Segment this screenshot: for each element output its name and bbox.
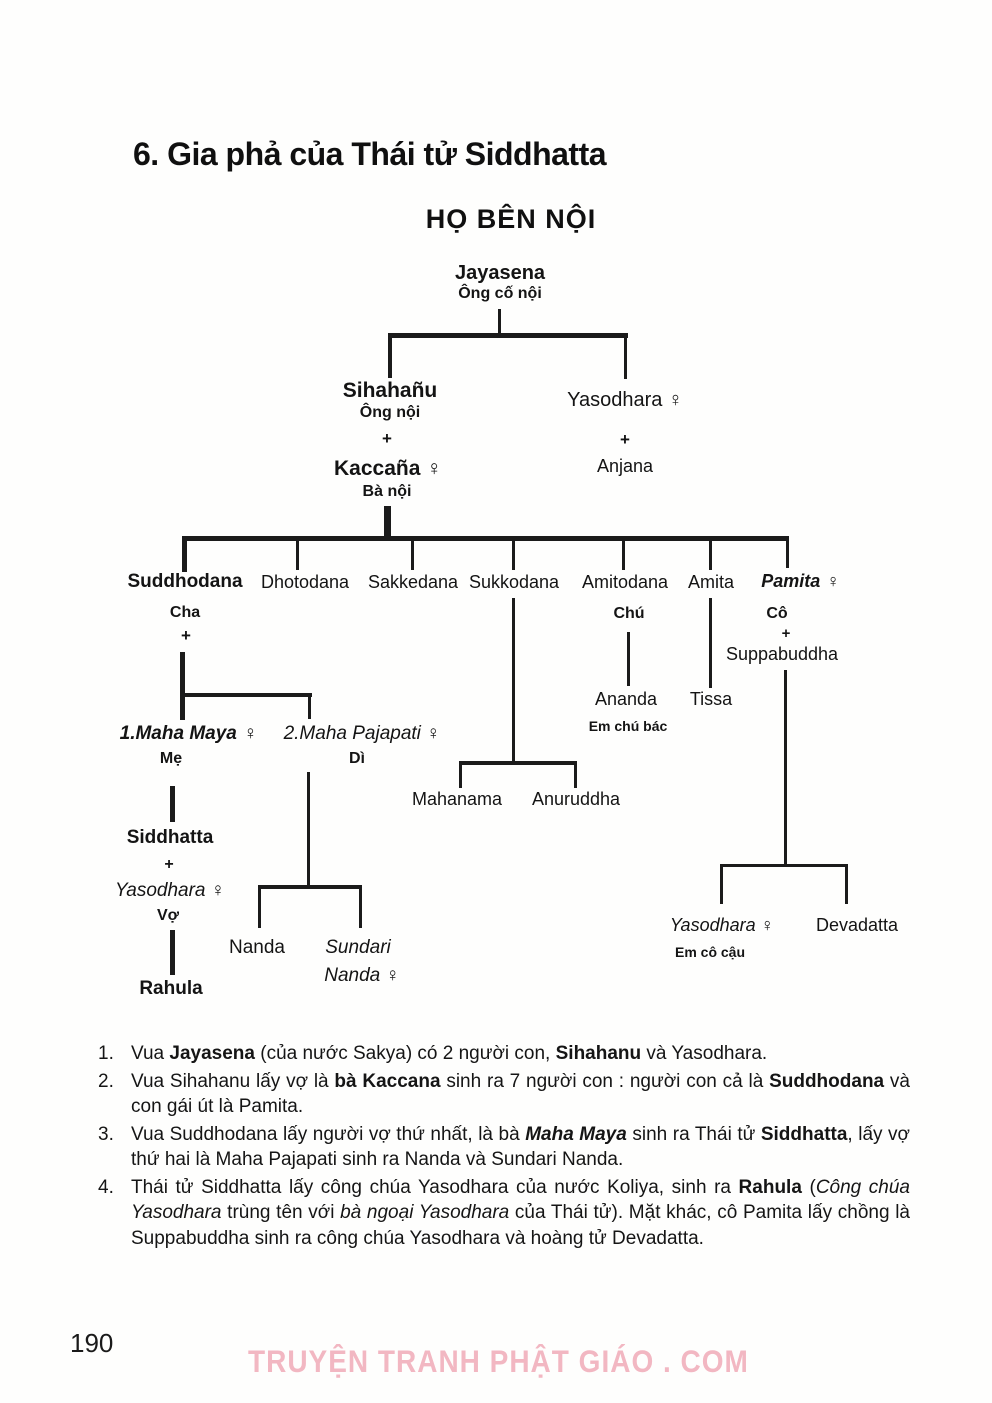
label-jayasena-role: Ông cố nội (458, 285, 542, 302)
connector-anuruddha-drop (574, 761, 577, 788)
note-text: Vua Jayasena (của nước Sakya) có 2 người con, Sihahanu và Yasodhara. (131, 1043, 768, 1064)
connector-maya-to-siddhatta (170, 786, 175, 822)
note-item-3 (98, 1122, 910, 1173)
marriage-plus-suddhodana: + (181, 626, 191, 645)
connector-wives-horizontal (180, 693, 312, 697)
marriage-plus-pamita: + (781, 625, 791, 642)
label-pamita-role: Cô (766, 605, 788, 622)
connector-amita-vertical (709, 598, 712, 688)
connector-devadatta-drop (845, 864, 848, 904)
notes-list (98, 1041, 910, 1253)
connector-amitodana-drop (622, 536, 625, 570)
connector-dhotodana-drop (296, 536, 299, 570)
note-text: Thái tử Siddhatta lấy công chúa Yasodhara của nước Koliya, sinh ra Rahula (Công chúa Yasodhara trùng tên với bà ngoại Yasodhara của Thái tử). Mặt khác, cô Pamita lấy chồng là Suppabuddha sinh ra công chúa Yasodhara và hoàng tử Devadatta. (131, 1176, 911, 1249)
node-sihahanu: Sihahañu (342, 379, 438, 402)
label-maha-pajapati-role: Dì (349, 750, 365, 767)
label-ananda-role: Em chú bác (588, 718, 668, 734)
note-number: 4. (98, 1176, 114, 1198)
node-sundari-nanda-line1: Sundari (325, 937, 391, 958)
note-number: 3. (98, 1123, 114, 1145)
label-kaccana-role: Bà nội (362, 483, 412, 500)
page-title: 6. Gia phả của Thái tử Siddhatta (133, 136, 607, 172)
node-mahanama: Mahanama (411, 789, 503, 809)
marriage-plus-siddhatta: + (164, 856, 174, 873)
connector-gen1-horizontal (388, 333, 628, 338)
note-number: 1. (98, 1043, 114, 1064)
connector-sundari-drop (359, 885, 362, 928)
section-heading-paternal-side: HỌ BÊN NỘI (425, 204, 597, 234)
node-pamita: Pamita ♀ (761, 571, 839, 591)
connector-suddhodana-drop (182, 536, 187, 572)
note-text: Vua Sihahanu lấy vợ là bà Kaccana sinh ra 7 người con : người con cả là Suddhodana và con gái út là Pamita. (131, 1070, 910, 1117)
node-sundari-nanda-line2: Nanda ♀ (324, 965, 400, 986)
node-amitodana: Amitodana (581, 572, 669, 592)
connector-mahanama-drop (459, 761, 462, 788)
connector-nanda-drop (258, 885, 261, 928)
marriage-plus-sihahanu: + (382, 429, 392, 448)
node-dhotodana: Dhotodana (260, 572, 350, 592)
node-rahula: Rahula (139, 978, 203, 999)
connector-kaccana-drop (384, 506, 391, 539)
note-item-1 (98, 1041, 910, 1067)
connector-to-rahula (170, 930, 175, 975)
node-suppabuddha: Suppabuddha (725, 644, 839, 664)
note-item-4 (98, 1175, 910, 1252)
node-kaccana: Kaccaña ♀ (334, 457, 442, 480)
node-maha-maya: 1.Maha Maya ♀ (119, 723, 257, 744)
node-suddhodana: Suddhodana (127, 571, 243, 592)
label-yasodhara-wife-role: Vợ (156, 907, 180, 924)
label-sihahanu-role: Ông nội (359, 404, 421, 421)
node-amita: Amita (687, 572, 735, 592)
page-number: 190 (70, 1328, 114, 1358)
connector-yasodhara-drop (624, 333, 627, 379)
connector-sukkodana-drop (512, 536, 515, 570)
connector-suddhodana-marriage-vertical (180, 652, 185, 720)
connector-amita-drop (709, 536, 712, 570)
node-maha-pajapati: 2.Maha Pajapati ♀ (283, 723, 441, 744)
connector-yasodhara-cousin-drop (720, 864, 723, 904)
node-sakkedana: Sakkedana (367, 572, 459, 592)
connector-pamita-drop (786, 536, 789, 568)
marriage-plus-yasodhara: + (620, 430, 630, 449)
watermark-text: TRUYỆN TRANH PHẬT GIÁO . COM (248, 1344, 749, 1379)
connector-pajapati-vertical (307, 772, 310, 888)
connector-suppabuddha-vertical (784, 670, 787, 866)
node-jayasena: Jayasena (454, 262, 546, 284)
node-yasodhara-wife: Yasodhara ♀ (114, 880, 226, 901)
note-item-2 (98, 1069, 910, 1120)
label-yasodhara-cousin-role: Em cô cậu (674, 944, 746, 960)
connector-sakkedana-drop (411, 536, 414, 570)
connector-sihahanu-drop (388, 333, 392, 378)
note-number: 2. (98, 1070, 114, 1092)
note-text: Vua Suddhodana lấy người vợ thứ nhất, là bà Maha Maya sinh ra Thái tử Siddhatta, lấy vợ thứ hai là Maha Pajapati sinh ra Nanda và Sundari Nanda. (131, 1123, 911, 1170)
connector-devadatta-bracket (720, 864, 848, 867)
connector-pajapati-drop (308, 693, 311, 719)
node-yasodhara-cousin: Yasodhara ♀ (669, 915, 775, 935)
connector-amitodana-vertical (627, 632, 630, 686)
node-anuruddha: Anuruddha (531, 789, 621, 809)
node-nanda: Nanda (229, 937, 285, 958)
node-devadatta: Devadatta (815, 915, 899, 935)
connector-jayasena-drop (498, 309, 501, 336)
node-ananda: Ananda (594, 689, 658, 709)
connector-mahanama-bracket (459, 761, 577, 765)
node-sukkodana: Sukkodana (468, 572, 560, 592)
node-siddhatta: Siddhatta (126, 827, 214, 848)
node-yasodhara-grandaunt: Yasodhara ♀ (567, 389, 683, 411)
label-maha-maya-role: Mẹ (159, 750, 183, 767)
node-tissa: Tissa (689, 689, 733, 709)
label-amitodana-role: Chú (613, 605, 645, 622)
label-suddhodana-role: Cha (169, 604, 201, 621)
connector-gen2-horizontal (183, 536, 789, 541)
node-anjana: Anjana (596, 456, 654, 476)
connector-sukkodana-vertical (512, 598, 515, 764)
connector-nanda-bracket (258, 885, 362, 889)
